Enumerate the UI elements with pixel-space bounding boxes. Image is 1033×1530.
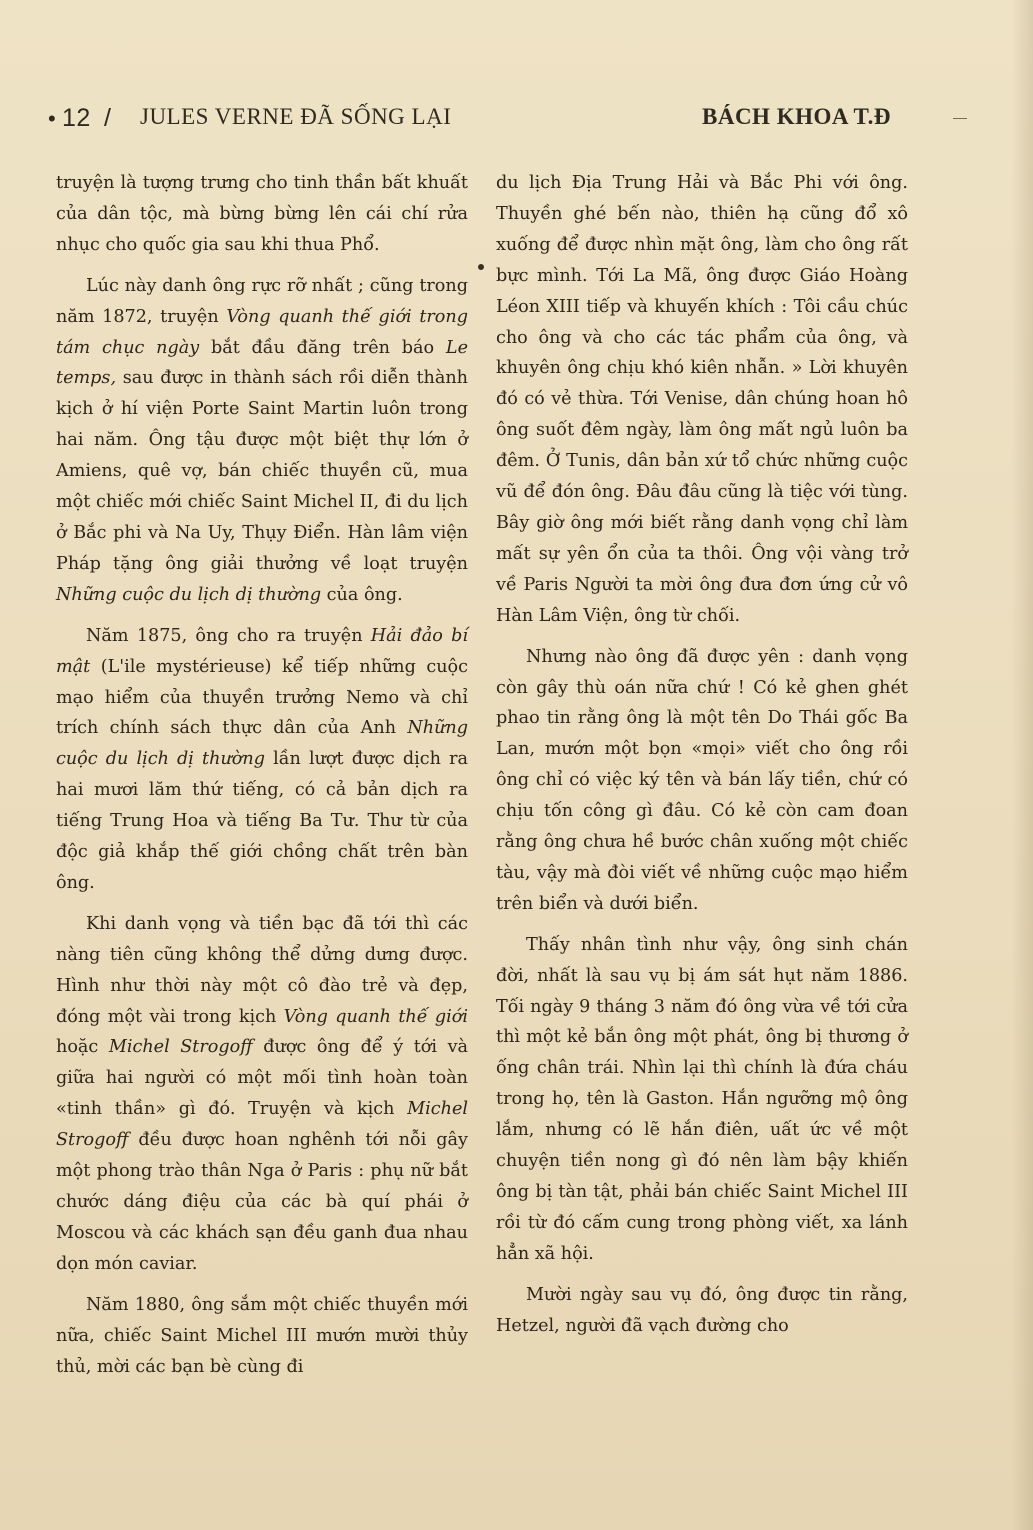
ink-dot: [478, 264, 484, 270]
paragraph: Mười ngày sau vụ đó, ông được tin rằng, Hetzel, người đã vạch đường cho: [496, 1284, 908, 1336]
running-header: [48, 104, 948, 144]
page-edge-shadow: [1011, 0, 1033, 1530]
header-bullet: •: [48, 106, 57, 131]
left-column: [56, 168, 468, 1392]
paragraph: Khi danh vọng và tiền bạc đã tới thì các nàng tiên cũng không thể dửng dưng được. Hình như thời này một cô đào trẻ và đẹp, đóng một vài trong kịch Vòng quanh thế giới hoặc Michel Strogoff được ông để ý tới và giữa hai người có một mối tình hoàn toàn «tinh thần» gì đó. Truyện và kịch Michel Strogoff đều được hoan nghênh tới nỗi gây một phong trào thân Nga ở Paris : phụ nữ bắt chước dáng điệu của các bà quí phái ở Moscou và các khách sạn đều ganh đua nhau dọn món caviar.: [56, 913, 469, 1274]
article-title: JULES VERNE ĐÃ SỐNG LẠI: [140, 104, 452, 129]
magazine-name: BÁCH KHOA T.Đ: [702, 104, 892, 129]
paragraph: Năm 1880, ông sắm một chiếc thuyền mới nữa, chiếc Saint Michel III mướn mười thủy thủ, mời các bạn bè cùng đi: [56, 1294, 468, 1377]
margin-mark: [953, 118, 967, 119]
paragraph: Nhưng nào ông đã được yên : danh vọng còn gây thù oán nữa chứ ! Có kẻ ghen ghét phao tin rằng ông là một tên Do Thái gốc Ba Lan, mướn một bọn «mọi» viết cho ông rồi ông chỉ có việc ký tên và bán lấy tiền, chứ có chịu tốn công gì đâu. Có kẻ còn cam đoan rằng ông chưa hề bước chân xuống một chiếc tàu, vậy mà đòi viết về những cuộc mạo hiểm trên biển và dưới biển.: [496, 646, 908, 914]
paragraph: du lịch Địa Trung Hải và Bắc Phi với ông. Thuyền ghé bến nào, thiên hạ cũng đổ xô xuống để được nhìn mặt ông, làm cho ông rất bực mình. Tới La Mã, ông được Giáo Hoàng Léon XIII tiếp và khuyến khích : Tôi cầu chúc cho ông và cho các tác phẩm của ông, và khuyên ông chịu khó kiên nhẫn. » Lời khuyên đó có vẻ thừa. Tới Venise, dân chúng hoan hô ông suốt đêm ngày, làm ông mất ngủ luôn ba đêm. Ở Tunis, dân bản xứ tổ chức những cuộc vũ để đón ông. Đâu đâu cũng là tiệc với tùng. Bây giờ ông mới biết rằng danh vọng chỉ làm mất sự yên ổn của ta thôi. Ông vội vàng trở về Paris Người ta mời ông đưa đơn ứng cử vô Hàn Lâm Viện, ông từ chối.: [496, 173, 908, 626]
header-separator: /: [104, 104, 112, 132]
paragraph: truyện là tượng trưng cho tinh thần bất khuất của dân tộc, mà bừng bừng lên cái chí rửa nhục cho quốc gia sau khi thua Phổ.: [56, 173, 468, 255]
paragraph: Năm 1875, ông cho ra truyện Hải đảo bí mật (L'ile mystérieuse) kể tiếp những cuộc mạo hiểm của thuyền trưởng Nemo và chỉ trích chính sách thực dân của Anh Những cuộc du lịch dị thường lần lượt được dịch ra hai mươi lăm thứ tiếng, có cả bản dịch ra tiếng Trung Hoa và tiếng Ba Tư. Thư từ của độc giả khắp thế giới chồng chất trên bàn ông.: [56, 625, 468, 893]
right-column: [496, 168, 908, 1352]
paragraph: Lúc này danh ông rực rỡ nhất ; cũng trong năm 1872, truyện Vòng quanh thế giới trong tám chục ngày bắt đầu đăng trên báo Le temps, sau được in thành sách rồi diễn thành kịch ở hí viện Porte Saint Martin luôn trong hai năm. Ông tậu được một biệt thự lớn ở Amiens, quê vợ, bán chiếc thuyền cũ, mua một chiếc mới chiếc Saint Michel II, đi du lịch ở Bắc phi và Na Uy, Thụy Điển. Hàn lâm viện Pháp tặng ông giải thưởng về loạt truyện Những cuộc du lịch dị thường của ông.: [56, 275, 468, 605]
paragraph: Thấy nhân tình như vậy, ông sinh chán đời, nhất là sau vụ bị ám sát hụt năm 1886. Tối ngày 9 tháng 3 năm đó ông vừa về tới cửa thì một kẻ bắn ông một phát, ông bị thương ở ống chân trái. Nhìn lại thì chính là đứa cháu trong họ, tên là Gaston. Hắn ngưỡng mộ ông lắm, nhưng có lẽ hắn điên, uất ức về một chuyện tiền nong gì đó nên làm bậy khiến ông bị tàn tật, phải bán chiếc Saint Michel III rồi từ đó cấm cung trong phòng viết, xa lánh hẳn xã hội.: [496, 934, 908, 1264]
page-number: 12: [62, 104, 91, 132]
